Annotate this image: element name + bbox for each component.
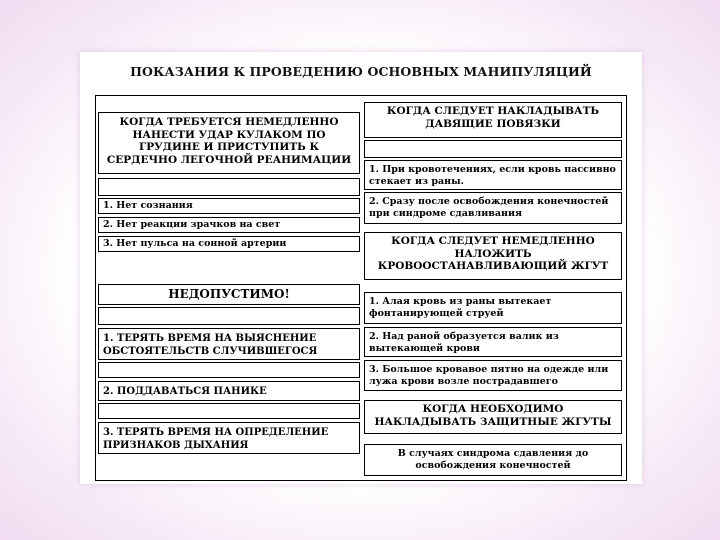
empty-row	[98, 362, 360, 378]
splint-header: КОГДА НЕОБХОДИМО НАКЛАДЫВАТЬ ЗАЩИТНЫЕ ЖГУТЫ	[364, 400, 622, 434]
dont-item-1: 1. ТЕРЯТЬ ВРЕМЯ НА ВЫЯСНЕНИЕ ОБСТОЯТЕЛЬСТВ СЛУЧИВШЕГОСЯ	[98, 328, 360, 360]
cpr-item-1: 1. Нет сознания	[98, 198, 360, 214]
bandage-header: КОГДА СЛЕДУЕТ НАКЛАДЫВАТЬ ДАВЯЩИЕ ПОВЯЗКИ	[364, 102, 622, 138]
tourniquet-item-3: 3. Большое кровавое пятно на одежде или лужа крови возле пострадавшего	[364, 360, 622, 391]
bandage-item-2: 2. Сразу после освобождения конечностей при синдроме сдавливания	[364, 192, 622, 224]
bandage-item-1: 1. При кровотечениях, если кровь пассивно стекает из раны.	[364, 160, 622, 190]
tourniquet-header: КОГДА СЛЕДУЕТ НЕМЕДЛЕННО НАЛОЖИТЬ КРОВООСТАНАВЛИВАЮЩИЙ ЖГУТ	[364, 232, 622, 280]
tourniquet-item-1: 1. Алая кровь из раны вытекает фонтанирующей струей	[364, 292, 622, 324]
cpr-item-2: 2. Нет реакции зрачков на свет	[98, 217, 360, 233]
splint-text: В случаях синдрома сдавления до освобождения конечностей	[364, 444, 622, 476]
dont-item-3: 3. ТЕРЯТЬ ВРЕМЯ НА ОПРЕДЕЛЕНИЕ ПРИЗНАКОВ ДЫХАНИЯ	[98, 422, 360, 454]
tourniquet-item-2: 2. Над раной образуется валик из вытекающей крови	[364, 327, 622, 357]
empty-row	[98, 307, 360, 325]
document-sheet	[80, 52, 642, 484]
empty-row	[98, 403, 360, 419]
cpr-header: КОГДА ТРЕБУЕТСЯ НЕМЕДЛЕННО НАНЕСТИ УДАР КУЛАКОМ ПО ГРУДИНЕ И ПРИСТУПИТЬ К СЕРДЕЧНО ЛЕГОЧНОЙ РЕАНИМАЦИИ	[98, 112, 360, 174]
table-frame	[95, 95, 627, 481]
empty-row	[364, 140, 622, 158]
page-title: ПОКАЗАНИЯ К ПРОВЕДЕНИЮ ОСНОВНЫХ МАНИПУЛЯЦИЙ	[130, 64, 592, 79]
cpr-item-3: 3. Нет пульса на сонной артерии	[98, 236, 360, 252]
dont-item-2: 2. ПОДДАВАТЬСЯ ПАНИКЕ	[98, 381, 360, 401]
warning-header: НЕДОПУСТИМО!	[98, 284, 360, 305]
empty-row	[98, 178, 360, 196]
